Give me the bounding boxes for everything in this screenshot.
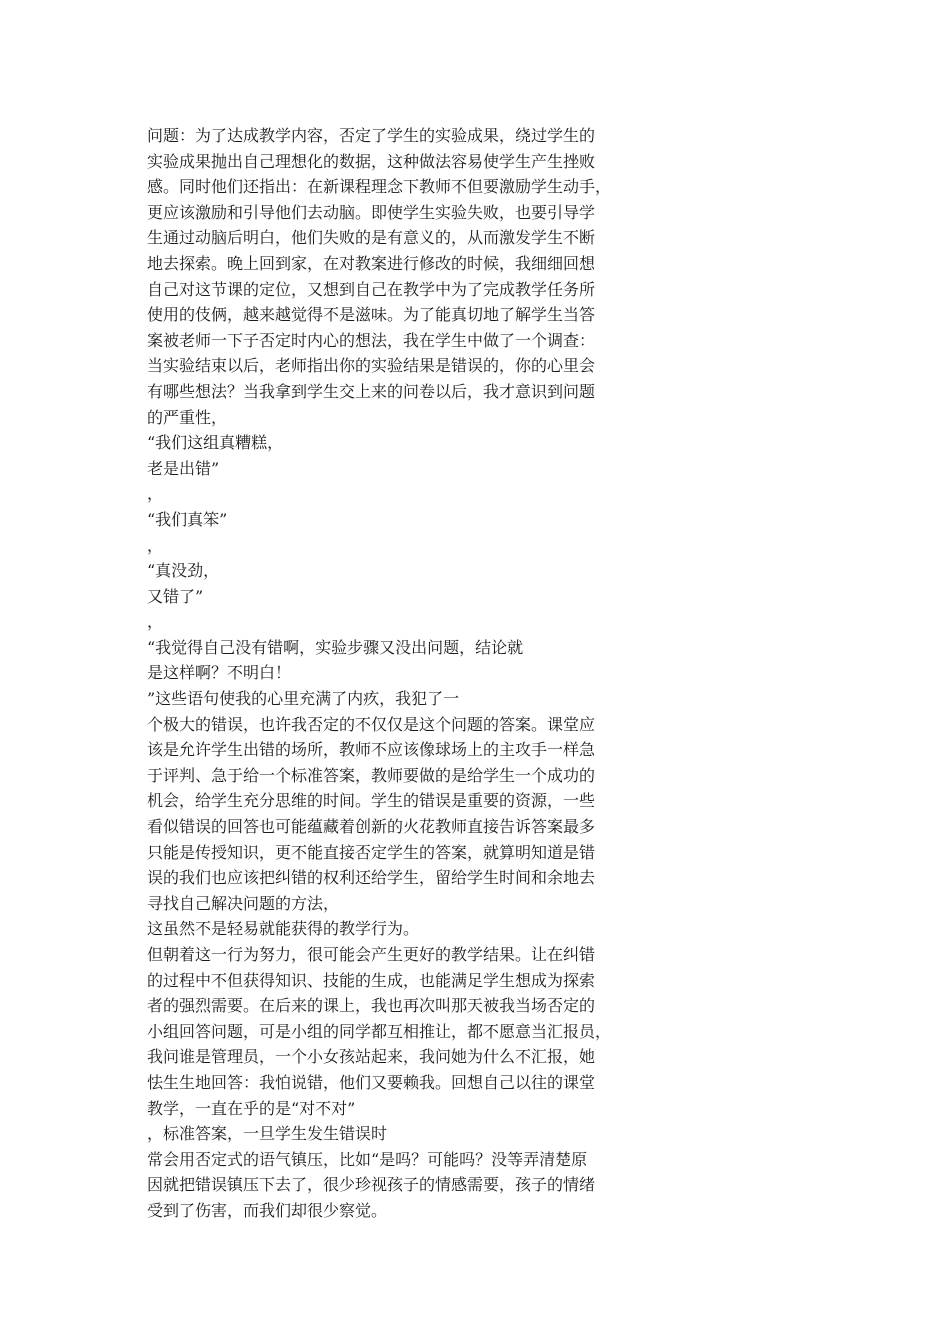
text-line: “我们这组真糟糕，: [147, 433, 284, 453]
text-line: 的严重性，: [147, 407, 228, 427]
text-line: 生通过动脑后明白，他们失败的是有意义的，从而激发学生不断: [147, 228, 596, 248]
text-line: “真没劲，: [147, 561, 220, 581]
text-line: “我们真笨”: [147, 509, 228, 529]
text-line: 受到了伤害，而我们却很少察觉。: [147, 1200, 388, 1220]
text-line: 的过程中不但获得知识、技能的生成，也能满足学生想成为探索: [147, 970, 596, 990]
text-line: 误的我们也应该把纠错的权利还给学生，留给学生时间和余地去: [147, 868, 596, 888]
text-line: 案被老师一下子否定时内心的想法，我在学生中做了一个调查：: [147, 330, 596, 350]
text-line: 自己对这节课的定位，又想到自己在教学中为了完成教学任务所: [147, 279, 596, 299]
text-line: ，标准答案，一旦学生发生错误时: [147, 1124, 388, 1144]
text-line: 常会用否定式的语气镇压，比如“是吗？可能吗？没等弄清楚原: [147, 1149, 588, 1169]
text-line: 该是允许学生出错的场所，教师不应该像球场上的主攻手一样急: [147, 740, 596, 760]
text-line: ，: [147, 535, 164, 555]
text-line: 寻找自己解决问题的方法，: [147, 893, 340, 913]
text-line: 又错了”: [147, 586, 204, 606]
text-line: 是这样啊？不明白！: [147, 663, 292, 683]
document-text: [147, 123, 627, 1224]
text-line: 感。同时他们还指出：在新课程理念下教师不但要激励学生动手，: [147, 177, 612, 197]
text-line: 更应该激励和引导他们去动脑。即使学生实验失败，也要引导学: [147, 202, 596, 222]
text-line: 但朝着这一行为努力，很可能会产生更好的教学结果。让在纠错: [147, 945, 596, 964]
text-line: 个极大的错误，也许我否定的不仅仅是这个问题的答案。课堂应: [147, 714, 596, 734]
text-line: 有哪些想法？当我拿到学生交上来的问卷以后，我才意识到问题: [147, 381, 596, 401]
text-line: ，: [147, 612, 164, 632]
text-line: ”这些语句使我的心里充满了内疚，我犯了一: [147, 689, 460, 709]
text-line: 教学，一直在乎的是“对不对”: [147, 1098, 356, 1118]
text-line: 老是出错”: [147, 458, 220, 478]
text-line: 因就把错误镇压下去了，很少珍视孩子的情感需要，孩子的情绪: [147, 1175, 596, 1195]
text-line: 实验成果抛出自己理想化的数据，这种做法容易使学生产生挫败: [147, 151, 596, 171]
text-line: “我觉得自己没有错啊，实验步骤又没出问题，结论就: [147, 637, 524, 657]
text-line: 者的强烈需要。在后来的课上，我也再次叫那天被我当场否定的: [147, 996, 596, 1016]
text-line: 当实验结束以后，老师指出你的实验结果是错误的，你的心里会: [147, 356, 596, 376]
text-line: 使用的伎俩，越来越觉得不是滋味。为了能真切地了解学生当答: [147, 305, 596, 325]
text-line: 小组回答问题，可是小组的同学都互相推让，都不愿意当汇报员，: [147, 1021, 612, 1041]
text-line: 机会，给学生充分思维的时间。学生的错误是重要的资源，一些: [147, 791, 596, 811]
text-line: ，: [147, 484, 164, 504]
text-line: 问题：为了达成教学内容，否定了学生的实验成果，绕过学生的: [147, 126, 596, 145]
text-line: 我问谁是管理员，一个小女孩站起来，我问她为什么不汇报，她: [147, 1047, 596, 1067]
text-line: 地去探索。晚上回到家，在对教案进行修改的时候，我细细回想: [147, 253, 596, 273]
text-line: 怯生生地回答：我怕说错，他们又要赖我。回想自己以往的课堂: [147, 1072, 596, 1092]
text-line: 于评判、急于给一个标准答案，教师要做的是给学生一个成功的: [147, 765, 596, 785]
text-line: 只能是传授知识，更不能直接否定学生的答案，就算明知道是错: [147, 842, 596, 862]
text-line: 看似错误的回答也可能蕴藏着创新的火花教师直接告诉答案最多: [147, 817, 596, 837]
text-line: 这虽然不是轻易就能获得的教学行为。: [147, 919, 420, 939]
